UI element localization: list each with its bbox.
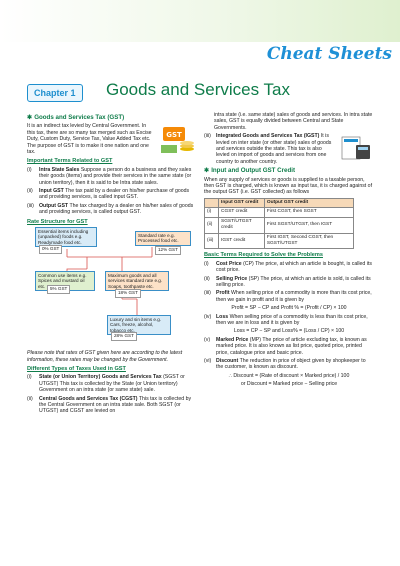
loss-formula: Loss = CP − SP and Loss% = (Loss / CP) × 100 (233, 328, 345, 335)
basic-term: (ii) Selling Price (SP) The price, at which an article is sold, is called its selling price. (204, 275, 371, 288)
rate-diagram (27, 227, 197, 347)
basic-terms-heading: Basic Terms Required to Solve the Problems (204, 252, 323, 259)
type-item: (i) State (or Union Territory) Goods and Services Tax (SGST or UTGST) This tax is collected by the State (or Union territory) Government on an intra state (or same state) sale. (27, 374, 185, 394)
gst-heading: ✱ Goods and Services Tax (GST) (27, 114, 125, 121)
gst-intro: It is an indirect tax levied by Central Government. In this tax, there are so many tax merged such as Excise Duty, Custom Duty, Service Tax, Value Added Tax etc. The purpose of GST is to make it one nation and one tax. (27, 123, 152, 156)
profit-formula: Profit = SP − CP and Profit % = (Profit / CP) × 100 (231, 305, 347, 312)
svg-text:GST: GST (166, 131, 182, 140)
rate-label: 28% GST (111, 332, 137, 340)
right-column (204, 112, 374, 390)
brand-title: Cheat Sheets (266, 44, 392, 64)
type-continued: intra state (i.e. same state) sales of goods and services. In intra state sales, GST is equally divided between Central and State Governments. (214, 112, 373, 131)
table-header-row: Input GST credit Output GST credit (205, 198, 354, 207)
basic-term: (i) Cost Price (CP) The price, at which an article is bought, is called its cost price. (204, 260, 372, 274)
io-text: When any supply of services or goods is supplied to a taxable person, then GST is charged, which is known as input tax, it is charged against of the output GST (i.e. GST collected) as follows (204, 176, 373, 196)
rate-label: 18% GST (115, 289, 141, 297)
rate-note: Please note that rates of GST given here are according to the latest information, these rates may be changed by the Government. (27, 350, 183, 363)
rate-label: 0% GST (39, 245, 62, 253)
rate-box: Luxury and sin items e.g. Cars, freeze, alcohol, tobacco etc. (107, 315, 171, 335)
table-row: (iii) IGST credit First IGST, Second CGST, then SGST/UTGST (205, 233, 354, 249)
rate-heading: Rate Structure for GST (27, 218, 88, 225)
rate-label: 5% GST (47, 285, 70, 293)
rate-label: 12% GST (155, 246, 181, 254)
type-item: (iii) Integrated Goods and Services Tax (IGST) It is levied on inter state (or other state) sales of goods and services outside the state. This tax is also levied on import of goods and services from one country to another country. (204, 133, 332, 165)
left-column (27, 112, 197, 417)
rate-box: Common use items e.g. Spices and mustard oil etc. (35, 271, 95, 291)
table-row: (i) CGST credit First CGST, then SGST (205, 208, 354, 217)
types-heading: Different Types of Taxes Used in GST (27, 365, 126, 372)
credit-table (204, 198, 354, 249)
term-item: (i) Intra State Sales Suppose a person do a business and they sales their goods (items) and provide their services in the same state (or union territory), then it is said to be Intra state sales. (27, 166, 192, 186)
io-heading: ✱ Input and Output GST Credit (204, 167, 296, 175)
rate-box: Essential items including (unpacked) foods e.g. Readymade food etc. (35, 227, 97, 247)
basic-term: (vi) Discount The reduction in price of object given by shopkeeper to the customer, is known as discount. (204, 358, 366, 371)
discount-formula: ∴ Discount = (Rate of discount × Marked price) / 100 (228, 372, 350, 379)
chapter-label: Chapter 1 (27, 84, 83, 102)
rate-box: Standard rate e.g. Processed food etc. (135, 231, 191, 245)
term-item: (ii) Input GST The tax paid by a dealer on his/her purchase of goods and providing services, is called input GST. (27, 188, 190, 201)
term-item: (iii) Output GST The tax charged by a dealer on his/her sales of goods and providing services, is called output GST. (27, 202, 194, 216)
terms-heading: Important Terms Related to GST (27, 158, 113, 165)
rate-box: Maximum goods and all services standard rate e.g. Soaps, toothpaste etc. (105, 271, 169, 291)
chapter-title: Goods and Services Tax (106, 80, 290, 99)
basic-term: (iv) Loss When selling price of a commodity is less than its cost price, then we are in loss and it is given by (204, 313, 368, 326)
type-item: (ii) Central Goods and Services Tax (CGST) This tax is collected by the Central Government on an intra state sale. Both SGST (or UTGST) and CGST are levied on (27, 395, 192, 415)
header-band (0, 0, 400, 42)
tax-calculator-icon (340, 133, 374, 161)
gst-money-icon (157, 123, 197, 157)
discount-formula-alt: or Discount = Marked price − Selling price (240, 381, 338, 388)
basic-term: (iii) Profit When selling price of a commodity is more than its cost price, then we gain in profit and it is given by (204, 290, 372, 303)
table-row: (ii) SGST/UTGST credit First SGST/UTGST, then IGST (205, 217, 354, 233)
basic-term: (v) Marked Price (MP) The price of article excluding tax, is known as marked price. It is also known as list price, quoted price, printed price, catalogue price and basic price. (204, 336, 367, 356)
